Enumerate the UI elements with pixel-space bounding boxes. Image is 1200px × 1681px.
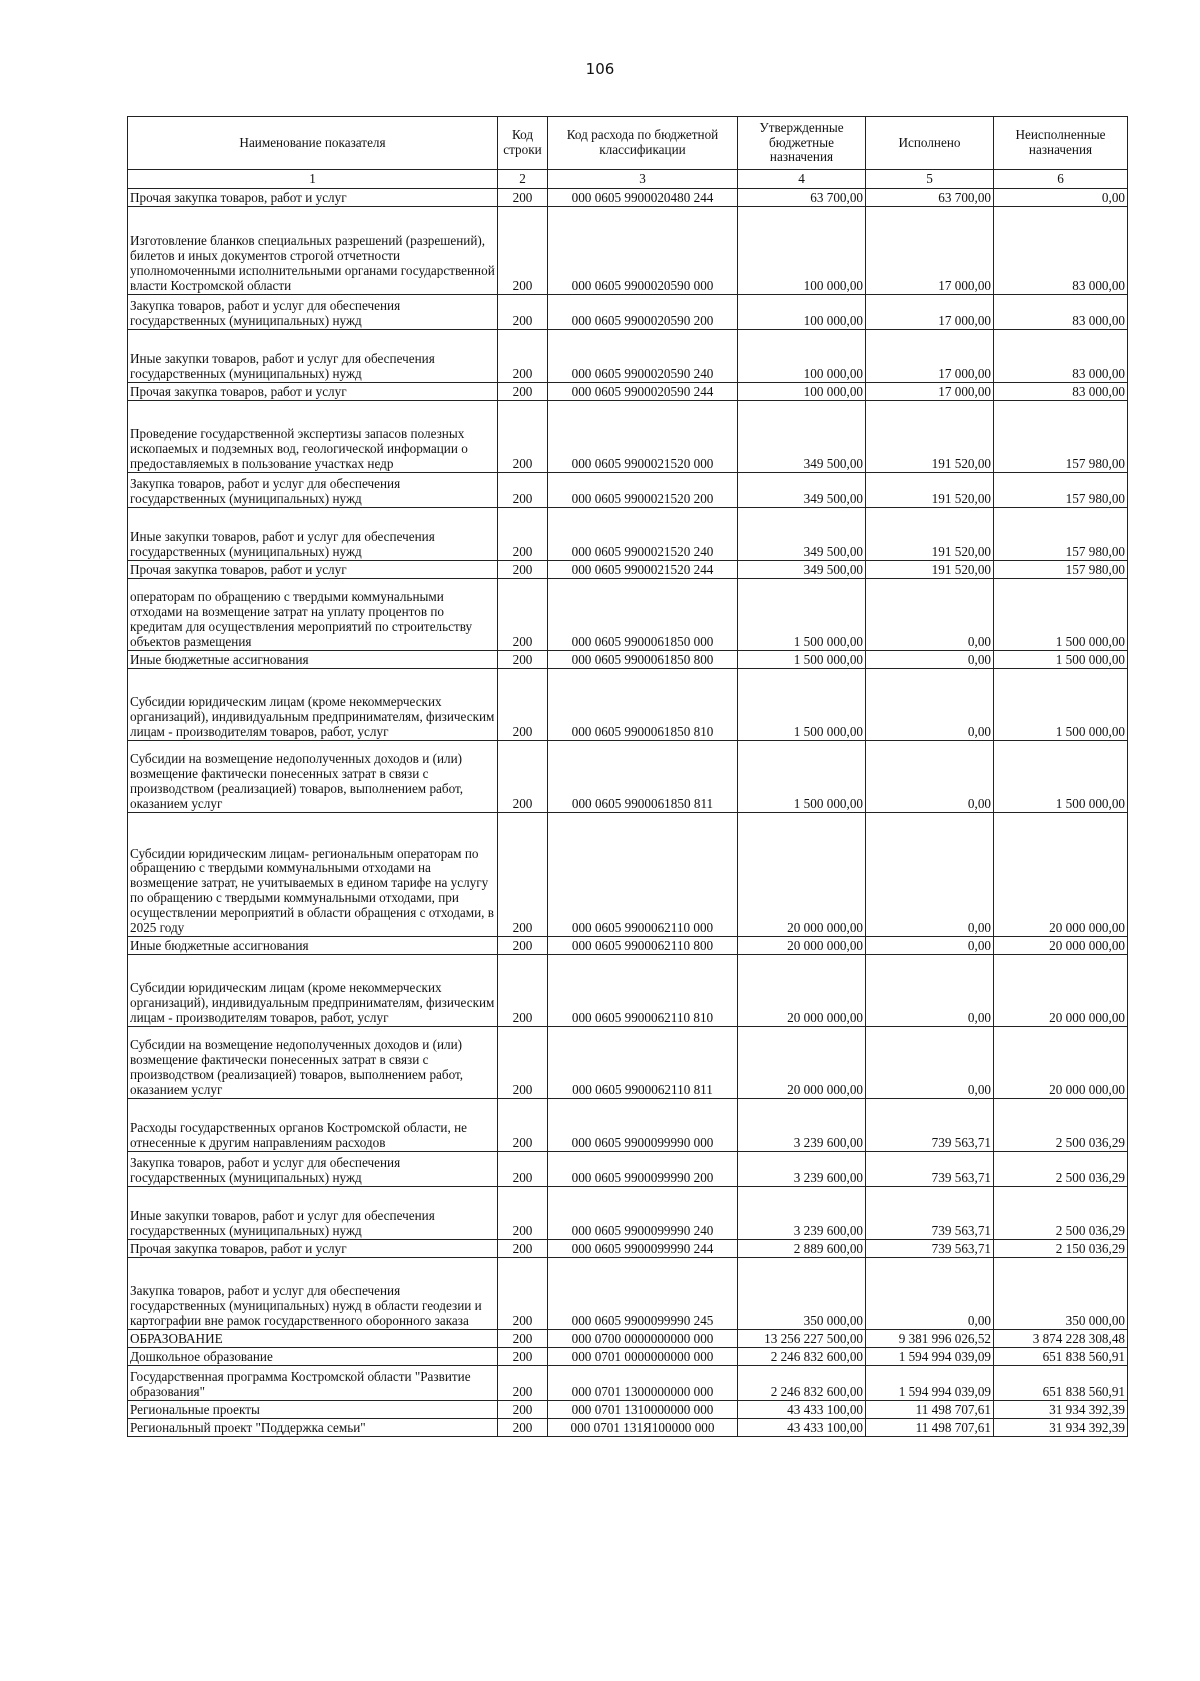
row-unexecuted: 83 000,00: [994, 330, 1128, 383]
row-executed: 191 520,00: [866, 508, 994, 561]
row-budget-code: 000 0605 9900062110 800: [548, 937, 738, 955]
row-line-code: 200: [498, 207, 548, 295]
table-row: [128, 207, 1128, 295]
row-line-code: 200: [498, 1099, 548, 1152]
row-name: ОБРАЗОВАНИЕ: [128, 1330, 498, 1348]
row-approved: 349 500,00: [738, 473, 866, 508]
row-unexecuted: 0,00: [994, 189, 1128, 207]
header-indicator-name: Наименование показателя: [128, 117, 498, 170]
table-row: [128, 741, 1128, 813]
row-line-code: 200: [498, 1258, 548, 1330]
row-budget-code: 000 0605 9900021520 200: [548, 473, 738, 508]
row-line-code: 200: [498, 1027, 548, 1099]
row-name: Региональный проект "Поддержка семьи": [128, 1419, 498, 1437]
row-approved: 43 433 100,00: [738, 1419, 866, 1437]
row-executed: 17 000,00: [866, 330, 994, 383]
row-executed: 739 563,71: [866, 1240, 994, 1258]
row-line-code: 200: [498, 383, 548, 401]
row-line-code: 200: [498, 330, 548, 383]
row-budget-code: 000 0605 9900062110 810: [548, 955, 738, 1027]
table-row: [128, 473, 1128, 508]
row-executed: 1 594 994 039,09: [866, 1366, 994, 1401]
row-line-code: 200: [498, 189, 548, 207]
row-line-code: 200: [498, 561, 548, 579]
row-unexecuted: 2 500 036,29: [994, 1152, 1128, 1187]
row-line-code: 200: [498, 937, 548, 955]
table-row: [128, 1401, 1128, 1419]
row-executed: 9 381 996 026,52: [866, 1330, 994, 1348]
row-approved: 100 000,00: [738, 207, 866, 295]
row-unexecuted: 83 000,00: [994, 207, 1128, 295]
column-index-row: [128, 170, 1128, 189]
table-row: [128, 1366, 1128, 1401]
row-executed: 0,00: [866, 741, 994, 813]
row-executed: 0,00: [866, 813, 994, 937]
row-executed: 0,00: [866, 1258, 994, 1330]
row-unexecuted: 157 980,00: [994, 473, 1128, 508]
row-line-code: 200: [498, 1419, 548, 1437]
row-name: Иные бюджетные ассигнования: [128, 651, 498, 669]
row-approved: 1 500 000,00: [738, 741, 866, 813]
row-budget-code: 000 0605 9900061850 811: [548, 741, 738, 813]
column-index: 1: [128, 170, 498, 189]
row-executed: 11 498 707,61: [866, 1419, 994, 1437]
row-approved: 20 000 000,00: [738, 813, 866, 937]
row-executed: 191 520,00: [866, 561, 994, 579]
row-name: Субсидии юридическим лицам- региональным операторам по обращению с твердыми коммунальными отходами на возмещение затрат, не учитываемых в едином тарифе на услугу по обращению с твердыми коммунальными отходами, при осуществлении мероприятий в области обращения с отходами, в 2025 году: [128, 813, 498, 937]
row-line-code: 200: [498, 473, 548, 508]
row-unexecuted: 20 000 000,00: [994, 937, 1128, 955]
row-unexecuted: 1 500 000,00: [994, 651, 1128, 669]
table-body: [128, 189, 1128, 1437]
row-name: Иные закупки товаров, работ и услуг для обеспечения государственных (муниципальных) нужд: [128, 330, 498, 383]
table-row: [128, 295, 1128, 330]
row-name: Прочая закупка товаров, работ и услуг: [128, 383, 498, 401]
table-row: [128, 955, 1128, 1027]
row-executed: 0,00: [866, 651, 994, 669]
row-unexecuted: 157 980,00: [994, 401, 1128, 473]
row-executed: 0,00: [866, 1027, 994, 1099]
row-line-code: 200: [498, 813, 548, 937]
row-approved: 349 500,00: [738, 508, 866, 561]
row-approved: 1 500 000,00: [738, 651, 866, 669]
table-row: [128, 1099, 1128, 1152]
table-row: [128, 1258, 1128, 1330]
header-unexecuted: Неисполненные назначения: [994, 117, 1128, 170]
row-executed: 63 700,00: [866, 189, 994, 207]
row-line-code: 200: [498, 1401, 548, 1419]
row-budget-code: 000 0605 9900020590 240: [548, 330, 738, 383]
row-name: Субсидии на возмещение недополученных доходов и (или) возмещение фактически понесенных затрат в связи с производством (реализацией) товаров, выполнением работ, оказанием услуг: [128, 741, 498, 813]
row-approved: 349 500,00: [738, 561, 866, 579]
table-row: [128, 1348, 1128, 1366]
row-name: Иные закупки товаров, работ и услуг для обеспечения государственных (муниципальных) нужд: [128, 508, 498, 561]
row-budget-code: 000 0605 9900061850 810: [548, 669, 738, 741]
row-approved: 13 256 227 500,00: [738, 1330, 866, 1348]
row-executed: 0,00: [866, 937, 994, 955]
row-budget-code: 000 0605 9900021520 000: [548, 401, 738, 473]
row-name: Прочая закупка товаров, работ и услуг: [128, 561, 498, 579]
row-budget-code: 000 0701 1310000000 000: [548, 1401, 738, 1419]
row-approved: 2 889 600,00: [738, 1240, 866, 1258]
column-index: 2: [498, 170, 548, 189]
row-budget-code: 000 0605 9900099990 240: [548, 1187, 738, 1240]
row-line-code: 200: [498, 579, 548, 651]
row-name: Закупка товаров, работ и услуг для обеспечения государственных (муниципальных) нужд: [128, 1152, 498, 1187]
row-unexecuted: 157 980,00: [994, 561, 1128, 579]
row-name: Иные бюджетные ассигнования: [128, 937, 498, 955]
row-executed: 17 000,00: [866, 383, 994, 401]
budget-execution-table: [127, 116, 1128, 1437]
row-unexecuted: 31 934 392,39: [994, 1401, 1128, 1419]
column-index: 4: [738, 170, 866, 189]
row-approved: 20 000 000,00: [738, 1027, 866, 1099]
row-unexecuted: 20 000 000,00: [994, 813, 1128, 937]
row-approved: 3 239 600,00: [738, 1152, 866, 1187]
row-executed: 11 498 707,61: [866, 1401, 994, 1419]
table-row: [128, 579, 1128, 651]
row-executed: 191 520,00: [866, 401, 994, 473]
row-executed: 0,00: [866, 955, 994, 1027]
row-budget-code: 000 0605 9900020590 000: [548, 207, 738, 295]
row-line-code: 200: [498, 1152, 548, 1187]
row-budget-code: 000 0605 9900061850 000: [548, 579, 738, 651]
table-row: [128, 189, 1128, 207]
row-name: Субсидии юридическим лицам (кроме некоммерческих организаций), индивидуальным предпринимателям, физическим лицам - производителям товаров, работ, услуг: [128, 669, 498, 741]
row-unexecuted: 2 150 036,29: [994, 1240, 1128, 1258]
row-name: операторам по обращению с твердыми коммунальными отходами на возмещение затрат на уплату процентов по кредитам для осуществления мероприятий по строительству объектов размещения: [128, 579, 498, 651]
row-budget-code: 000 0700 0000000000 000: [548, 1330, 738, 1348]
row-executed: 17 000,00: [866, 207, 994, 295]
row-approved: 63 700,00: [738, 189, 866, 207]
row-name: Субсидии на возмещение недополученных доходов и (или) возмещение фактически понесенных затрат в связи с производством (реализацией) товаров, выполнением работ, оказанием услуг: [128, 1027, 498, 1099]
row-name: Закупка товаров, работ и услуг для обеспечения государственных (муниципальных) нужд: [128, 295, 498, 330]
row-line-code: 200: [498, 1187, 548, 1240]
row-approved: 100 000,00: [738, 383, 866, 401]
row-budget-code: 000 0605 9900099990 200: [548, 1152, 738, 1187]
table-row: [128, 401, 1128, 473]
row-approved: 100 000,00: [738, 295, 866, 330]
row-unexecuted: 31 934 392,39: [994, 1419, 1128, 1437]
row-budget-code: 000 0605 9900099990 245: [548, 1258, 738, 1330]
header-executed: Исполнено: [866, 117, 994, 170]
row-name: Закупка товаров, работ и услуг для обеспечения государственных (муниципальных) нужд: [128, 473, 498, 508]
table-row: [128, 1027, 1128, 1099]
row-line-code: 200: [498, 508, 548, 561]
row-approved: 2 246 832 600,00: [738, 1366, 866, 1401]
header-approved: Утвержденные бюджетные назначения: [738, 117, 866, 170]
row-executed: 1 594 994 039,09: [866, 1348, 994, 1366]
row-unexecuted: 1 500 000,00: [994, 579, 1128, 651]
table-row: [128, 1330, 1128, 1348]
column-index: 5: [866, 170, 994, 189]
row-approved: 3 239 600,00: [738, 1187, 866, 1240]
row-budget-code: 000 0605 9900062110 811: [548, 1027, 738, 1099]
row-line-code: 200: [498, 955, 548, 1027]
row-unexecuted: 3 874 228 308,48: [994, 1330, 1128, 1348]
row-budget-code: 000 0605 9900021520 244: [548, 561, 738, 579]
row-name: Расходы государственных органов Костромской области, не отнесенные к другим направлениям расходов: [128, 1099, 498, 1152]
row-approved: 1 500 000,00: [738, 669, 866, 741]
column-index: 3: [548, 170, 738, 189]
row-unexecuted: 2 500 036,29: [994, 1187, 1128, 1240]
row-name: Проведение государственной экспертизы запасов полезных ископаемых и подземных вод, геологической информации о предоставляемых в пользование участках недр: [128, 401, 498, 473]
row-line-code: 200: [498, 651, 548, 669]
row-budget-code: 000 0701 0000000000 000: [548, 1348, 738, 1366]
row-unexecuted: 651 838 560,91: [994, 1366, 1128, 1401]
table-row: [128, 651, 1128, 669]
row-line-code: 200: [498, 295, 548, 330]
row-executed: 0,00: [866, 669, 994, 741]
row-name: Иные закупки товаров, работ и услуг для обеспечения государственных (муниципальных) нужд: [128, 1187, 498, 1240]
page-number: 106: [585, 60, 615, 78]
row-approved: 100 000,00: [738, 330, 866, 383]
row-approved: 43 433 100,00: [738, 1401, 866, 1419]
table-row: [128, 330, 1128, 383]
header-budget-code: Код расхода по бюджетной классификации: [548, 117, 738, 170]
row-budget-code: 000 0701 1300000000 000: [548, 1366, 738, 1401]
row-budget-code: 000 0605 9900062110 000: [548, 813, 738, 937]
table-row: [128, 1187, 1128, 1240]
row-name: Субсидии юридическим лицам (кроме некоммерческих организаций), индивидуальным предпринимателям, физическим лицам - производителям товаров, работ, услуг: [128, 955, 498, 1027]
row-budget-code: 000 0605 9900061850 800: [548, 651, 738, 669]
row-executed: 739 563,71: [866, 1152, 994, 1187]
row-unexecuted: 651 838 560,91: [994, 1348, 1128, 1366]
row-unexecuted: 20 000 000,00: [994, 955, 1128, 1027]
row-budget-code: 000 0605 9900099990 244: [548, 1240, 738, 1258]
row-name: Региональные проекты: [128, 1401, 498, 1419]
row-name: Прочая закупка товаров, работ и услуг: [128, 1240, 498, 1258]
row-line-code: 200: [498, 401, 548, 473]
row-name: Государственная программа Костромской области "Развитие образования": [128, 1366, 498, 1401]
table-row: [128, 937, 1128, 955]
row-budget-code: 000 0605 9900021520 240: [548, 508, 738, 561]
table-row: [128, 1240, 1128, 1258]
row-budget-code: 000 0605 9900020590 200: [548, 295, 738, 330]
row-approved: 349 500,00: [738, 401, 866, 473]
table-row: [128, 813, 1128, 937]
row-unexecuted: 157 980,00: [994, 508, 1128, 561]
row-unexecuted: 83 000,00: [994, 383, 1128, 401]
row-name: Закупка товаров, работ и услуг для обеспечения государственных (муниципальных) нужд в области геодезии и картографии вне рамок государственного оборонного заказа: [128, 1258, 498, 1330]
row-executed: 739 563,71: [866, 1099, 994, 1152]
row-approved: 350 000,00: [738, 1258, 866, 1330]
table-row: [128, 383, 1128, 401]
row-executed: 191 520,00: [866, 473, 994, 508]
row-unexecuted: 2 500 036,29: [994, 1099, 1128, 1152]
row-executed: 17 000,00: [866, 295, 994, 330]
table-row: [128, 561, 1128, 579]
row-line-code: 200: [498, 669, 548, 741]
row-unexecuted: 1 500 000,00: [994, 669, 1128, 741]
row-approved: 1 500 000,00: [738, 579, 866, 651]
row-executed: 0,00: [866, 579, 994, 651]
row-executed: 739 563,71: [866, 1187, 994, 1240]
row-budget-code: 000 0605 9900099990 000: [548, 1099, 738, 1152]
row-unexecuted: 350 000,00: [994, 1258, 1128, 1330]
row-name: Изготовление бланков специальных разрешений (разрешений), билетов и иных документов строгой отчетности уполномоченными исполнительными органами государственной власти Костромской области: [128, 207, 498, 295]
row-budget-code: 000 0605 9900020480 244: [548, 189, 738, 207]
row-budget-code: 000 0605 9900020590 244: [548, 383, 738, 401]
row-name: Прочая закупка товаров, работ и услуг: [128, 189, 498, 207]
row-name: Дошкольное образование: [128, 1348, 498, 1366]
row-unexecuted: 20 000 000,00: [994, 1027, 1128, 1099]
table-row: [128, 669, 1128, 741]
table-row: [128, 1152, 1128, 1187]
row-approved: 3 239 600,00: [738, 1099, 866, 1152]
row-budget-code: 000 0701 131Я100000 000: [548, 1419, 738, 1437]
row-line-code: 200: [498, 1240, 548, 1258]
row-approved: 20 000 000,00: [738, 937, 866, 955]
row-unexecuted: 1 500 000,00: [994, 741, 1128, 813]
row-line-code: 200: [498, 1330, 548, 1348]
table-row: [128, 508, 1128, 561]
row-line-code: 200: [498, 1366, 548, 1401]
row-line-code: 200: [498, 741, 548, 813]
column-index: 6: [994, 170, 1128, 189]
row-line-code: 200: [498, 1348, 548, 1366]
table-row: [128, 1419, 1128, 1437]
row-approved: 2 246 832 600,00: [738, 1348, 866, 1366]
row-unexecuted: 83 000,00: [994, 295, 1128, 330]
header-row: [128, 117, 1128, 170]
row-approved: 20 000 000,00: [738, 955, 866, 1027]
header-line-code: Код строки: [498, 117, 548, 170]
